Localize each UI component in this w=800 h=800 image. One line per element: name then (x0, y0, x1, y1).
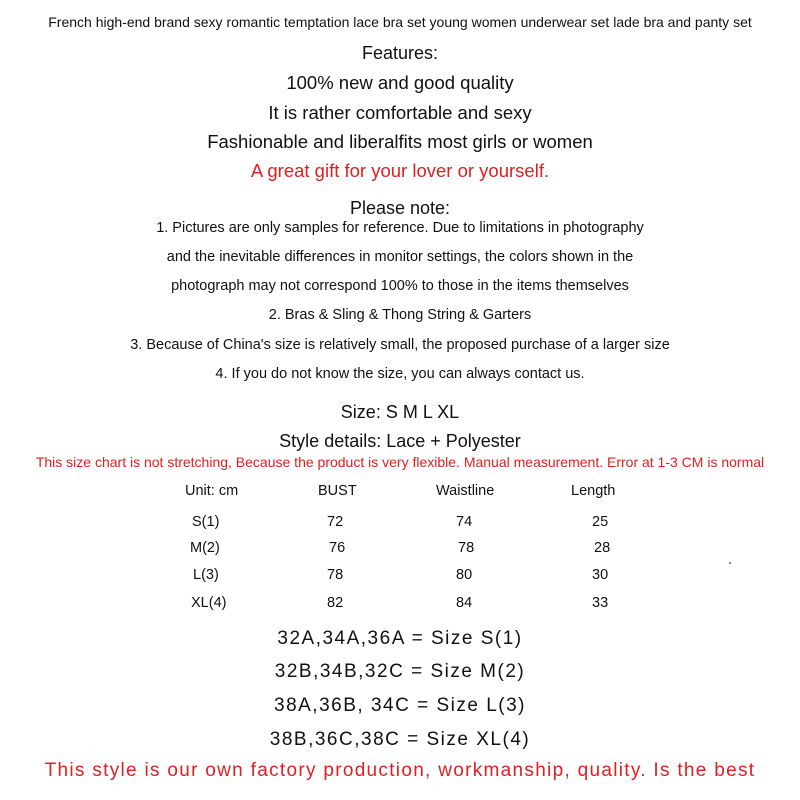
table-cell: 78 (458, 540, 475, 556)
table-cell: XL(4) (191, 595, 227, 611)
bra-size-mapping: 32B,34B,32C = Size M(2) (274, 661, 526, 682)
product-title: French high-end brand sexy romantic temptation lace bra set young women underwear set lade bra and panty set (48, 14, 752, 30)
bra-size-mapping: 38B,36C,38C = Size XL(4) (269, 729, 531, 750)
gift-highlight: A great gift for your lover or yourself. (250, 160, 550, 181)
table-cell: 72 (327, 514, 344, 530)
note-heading: Please note: (349, 198, 451, 218)
features-heading: Features: (361, 43, 439, 63)
table-header: BUST (318, 483, 357, 499)
table-header: Unit: cm (185, 483, 239, 499)
style-line: Style details: Lace + Polyester (279, 431, 521, 451)
table-cell: 30 (592, 567, 609, 583)
bra-size-mapping: 32A,34A,36A = Size S(1) (277, 628, 523, 649)
feature-item: Fashionable and liberalfits most girls or women (207, 131, 593, 152)
size-chart-warning: This size chart is not stretching, Because the product is very flexible. Manual measurement. Error at 1-3 CM is normal (35, 454, 765, 470)
table-cell: 84 (456, 595, 473, 611)
note-line: photograph may not correspond 100% to those in the items themselves (171, 278, 629, 294)
feature-item: 100% new and good quality (286, 72, 514, 93)
table-header: Waistline (436, 483, 495, 499)
table-cell: 80 (456, 567, 473, 583)
note-line: 1. Pictures are only samples for reference. Due to limitations in photography (156, 220, 644, 236)
table-cell: 28 (594, 540, 611, 556)
stray-dot (729, 562, 731, 564)
footer-slogan: This style is our own factory production, workmanship, quality. Is the best (44, 760, 756, 781)
note-line: 4. If you do not know the size, you can always contact us. (215, 366, 585, 382)
table-cell: 74 (456, 514, 473, 530)
table-header: Length (571, 483, 616, 499)
table-cell: S(1) (192, 514, 220, 530)
table-cell: 78 (327, 567, 344, 583)
table-cell: 76 (329, 540, 346, 556)
table-cell: 82 (327, 595, 344, 611)
table-cell: L(3) (193, 567, 219, 583)
note-line: and the inevitable differences in monitor settings, the colors shown in the (166, 249, 634, 265)
table-cell: M(2) (190, 540, 220, 556)
feature-item: It is rather comfortable and sexy (268, 102, 532, 123)
bra-size-mapping: 38A,36B, 34C = Size L(3) (274, 695, 526, 716)
size-line: Size: S M L XL (340, 402, 460, 422)
table-cell: 25 (592, 514, 609, 530)
table-cell: 33 (592, 595, 609, 611)
note-line: 3. Because of China's size is relatively small, the proposed purchase of a larger size (130, 337, 670, 353)
note-line: 2. Bras & Sling & Thong String & Garters (268, 307, 532, 323)
